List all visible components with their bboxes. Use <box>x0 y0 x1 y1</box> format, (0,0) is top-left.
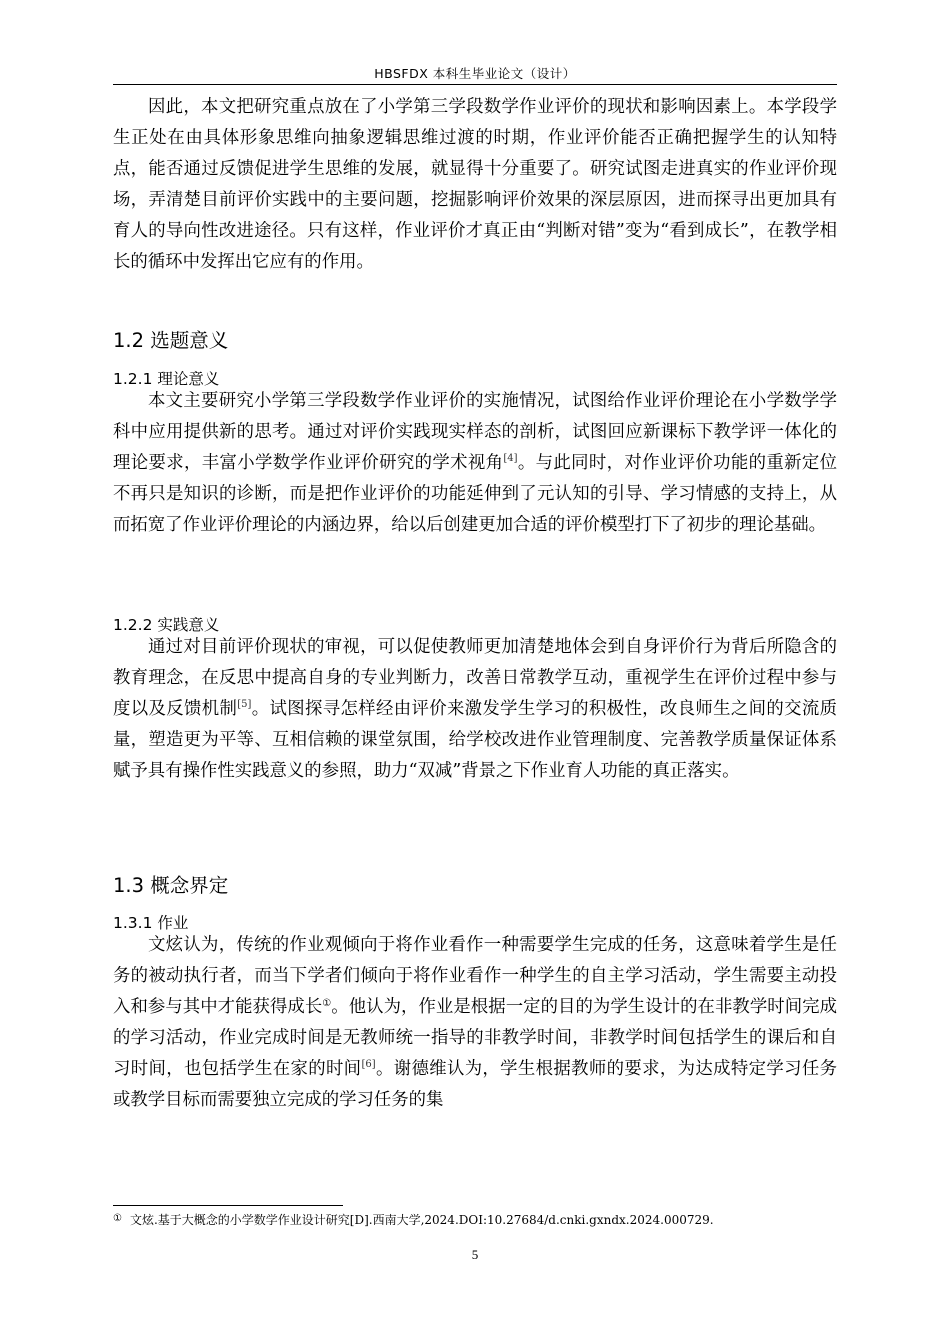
homework-paragraph <box>113 930 837 1116</box>
practice-text-2: 。试图探寻怎样经由评价来激发学生学习的积极性，改良师生之间的交流质量，塑造更为平等、互相信赖的课堂氛围，给学校改进作业管理制度、完善教学质量保证体系赋予具有操作性实践意义的参照，助力“双减”背景之下作业育人功能的真正落实。 <box>113 699 837 781</box>
section-heading-1-2: 1.2 选题意义 <box>113 329 229 352</box>
section-heading-1-3: 1.3 概念界定 <box>113 874 229 897</box>
homework-text-1: 文炫认为，传统的作业观倾向于将作业看作一种需要学生完成的任务，这意味着学生是任务的被动执行者，而当下学者们倾向于将作业看作一种学生的自主学习活动，学生需要主动投入和参与其中才能获得成长 <box>113 935 837 1017</box>
footnote-mark: ① <box>113 1213 122 1224</box>
running-header: HBSFDX 本科生毕业论文（设计） <box>374 66 576 81</box>
homework-text-2: 。他认为，作业是根据一定的目的为学生设计的在非教学时间完成的学习活动，作业完成时间是无教师统一指导的非教学时间，非教学时间包括学生的课后和自习时间，也包括学生在家的时间 <box>113 997 837 1079</box>
footnote <box>113 1211 837 1228</box>
theory-paragraph <box>113 386 837 541</box>
citation-4: [4] <box>503 453 518 464</box>
intro-paragraph: 因此，本文把研究重点放在了小学第三学段数学作业评价的现状和影响因素上。本学段学生正处在由具体形象思维向抽象逻辑思维过渡的时期，作业评价能否正确把握学生的认知特点，能否通过反馈促进学生思维的发展，就显得十分重要了。研究试图走进真实的作业评价现场，弄清楚目前评价实践中的主要问题，挖掘影响评价效果的深层原因，进而探寻出更加具有育人的导向性改进途径。只有这样，作业评价才真正由“判断对错”变为“看到成长”，在教学相长的循环中发挥出它应有的作用。 <box>113 97 837 272</box>
subsection-heading-1-2-1: 1.2.1 理论意义 <box>113 370 220 388</box>
subsection-heading-1-3-1: 1.3.1 作业 <box>113 914 189 932</box>
theory-text-2: 。与此同时，对作业评价功能的重新定位不再只是知识的诊断，而是把作业评价的功能延伸到了元认知的引导、学习情感的支持上，从而拓宽了作业评价理论的内涵边界，给以后创建更加合适的评价模型打下了初步的理论基础。 <box>113 453 837 535</box>
theory-text-1: 本文主要研究小学第三学段数学作业评价的实施情况，试图给作业评价理论在小学数学学科中应用提供新的思考。通过对评价实践现实样态的剖析，试图回应新课标下教学评一体化的理论要求，丰富小学数学作业评价研究的学术视角 <box>113 391 837 473</box>
homework-text-3: 。谢德维认为，学生根据教师的要求，为达成特定学习任务或教学目标而需要独立完成的学习任务的集 <box>113 1059 837 1110</box>
page-number: 5 <box>471 1247 479 1262</box>
citation-6: [6] <box>361 1059 376 1070</box>
header-rule <box>113 84 837 85</box>
citation-5: [5] <box>237 699 252 710</box>
footnote-separator <box>113 1205 343 1206</box>
practice-paragraph <box>113 632 837 787</box>
footnote-text: 文炫.基于大概念的小学数学作业设计研究[D].西南大学,2024.DOI:10.27684/d.cnki.gxndx.2024.000729. <box>129 1213 714 1227</box>
footnote-reference[interactable]: ① <box>322 998 332 1009</box>
practice-text-1: 通过对目前评价现状的审视，可以促使教师更加清楚地体会到自身评价行为背后所隐含的教育理念，在反思中提高自身的专业判断力，改善日常教学互动，重视学生在评价过程中参与度以及反馈机制 <box>113 637 837 719</box>
subsection-heading-1-2-2: 1.2.2 实践意义 <box>113 616 220 634</box>
